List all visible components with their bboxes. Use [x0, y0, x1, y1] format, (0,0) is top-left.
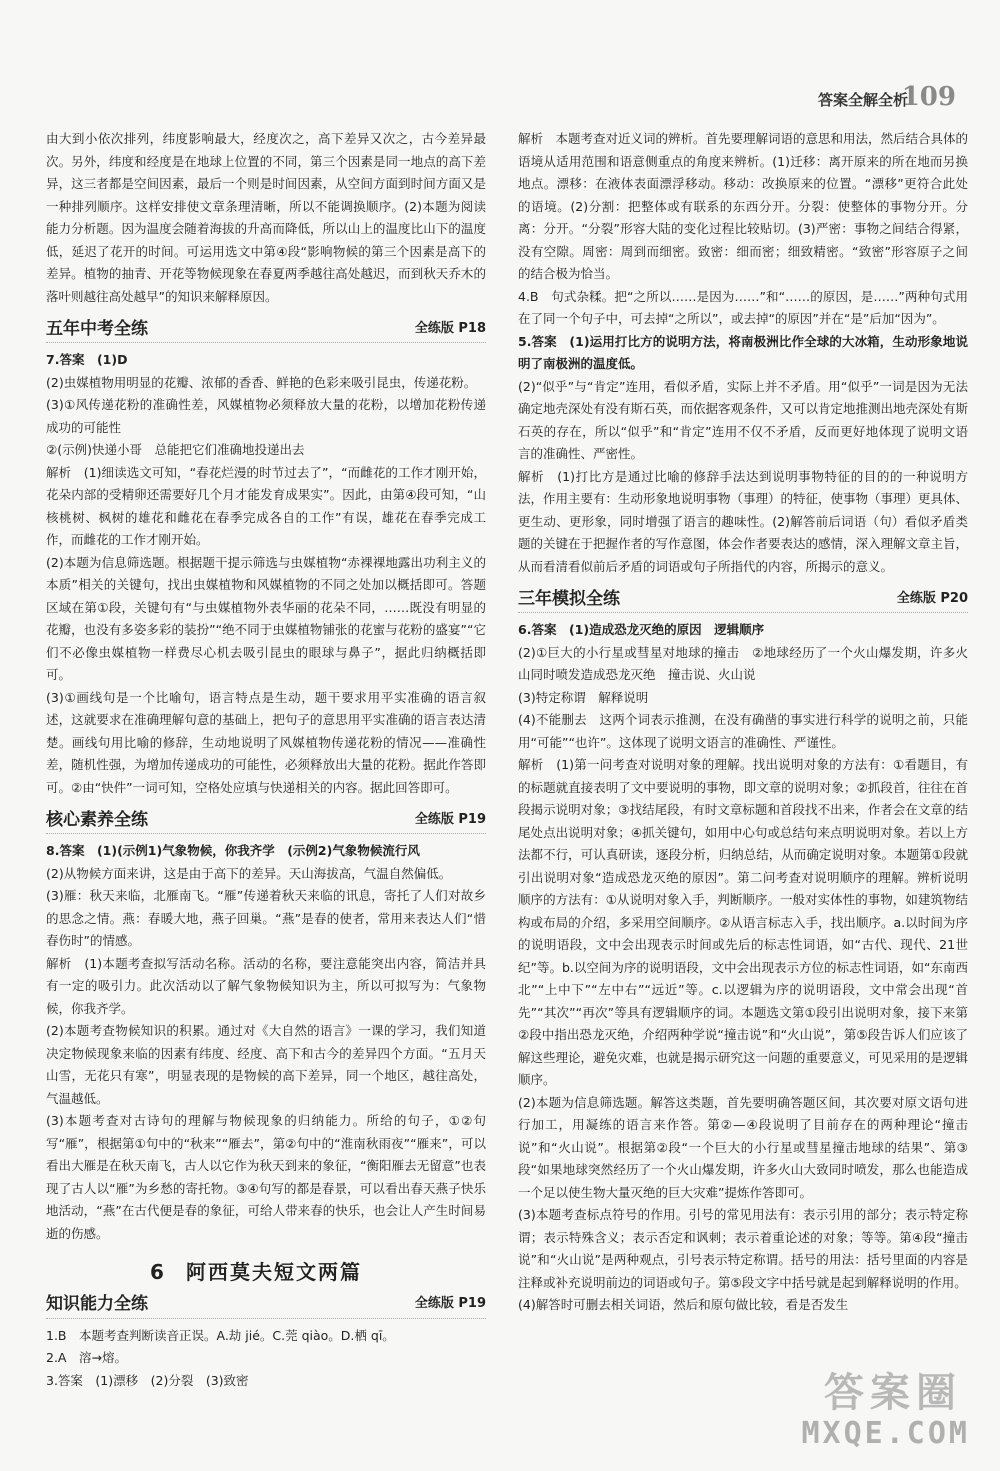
q6-answer: 6.答案 (1)造成恐龙灭绝的原因 逻辑顺序	[518, 622, 765, 637]
left-column	[46, 128, 486, 1392]
chapter-number: 6	[150, 1260, 166, 1284]
q3-answer: 3.答案 (1)漂移 (2)分裂 (3)致密	[46, 1372, 249, 1388]
intro-paragraph: 由大到小依次排列，纬度影响最大，经度次之，高下差异又次之，古今差异最次。另外，纬度和经度是在地球上位置的不同，第三个因素是同一地点的高下差异，这三者都是空间因素，最后一个则是时间因素，从空间方面到时间方面又是一种排列顺序。这样安排使文章条理清晰，所以不能调换顺序。(2)本题为阅读能力分析题。因为温度会随着海拔的升高而降低，所以山上的温度比山下的温度低，延迟了花开的时间。可运用选文中第④段“影响物候的第三个因素是高下的差异。植物的抽青、开花等物候现象在春夏两季越往高处越迟，而到秋天乔木的落叶则越往高处越早”的知识来解释原因。	[46, 131, 486, 304]
q8-analysis: 解析 (1)本题考查拟写活动名称。活动的名称，要注意能突出内容，简洁并具有一定的吸引力。此次活动以了解气象物候知识为主，所以可拟写为：气象物候，你我齐学。	[46, 955, 486, 1016]
section-header-sannian	[518, 586, 968, 613]
q7-answer: 7.答案 (1)D	[46, 352, 128, 367]
watermark-url: MXQE.COM	[801, 1416, 970, 1451]
q2-answer: 2.A 溶→熔。	[46, 1350, 127, 1365]
q7-analysis: (2)本题为信息筛选题。根据题干提示筛选与虫媒植物“赤裸裸地露出功利主义的本质”相关的关键句，找出虫媒植物和风媒植物的不同之处加以概括即可。答题区域在第①段，关键句有“与虫媒植物外表华丽的花朵不同，……既没有明显的花瓣，也没有多姿多彩的装扮”“绝不同于虫媒植物铺张的花蜜与花粉的盛宴”“它们不必像虫媒植物一样费尽心机去吸引昆虫的眼球与鼻子”，据此归纳概括即可。	[46, 554, 486, 682]
q1-answer: 1.B 本题考查判断读音正误。A.劫 jié。C.莞 qiào。D.栖 qī。	[46, 1327, 395, 1343]
section-ref: 全练版 P19	[409, 1293, 486, 1316]
q3-analysis: 解析 本题考查对近义词的辨析。首先要理解词语的意思和用法，然后结合具体的语境从适用范围和语意侧重点的角度来辨析。(1)迁移：离开原来的所在地而另换地点。漂移：在液体表面漂浮移动。移动：改换原来的位置。“漂移”更符合此处的语境。(2)分割：把整体或有联系的东西分开。分裂：使整体的事物分开。分离：分开。“分裂”形容大陆的变化过程比较贴切。(3)严密：事物之间结合得紧，没有空隙。周密：周到而细密。致密：细而密；细致精密。“致密”形容原子之间的结合极为恰当。	[518, 131, 969, 281]
header-title: 答案全解全析	[817, 91, 908, 109]
section-ref: 全练版 P19	[409, 809, 486, 832]
section-title: 五年中考全练	[46, 318, 154, 341]
q6-line: (3)特定称谓 解释说明	[518, 689, 649, 705]
section-ref: 全练版 P20	[891, 588, 968, 611]
section-ref: 全练版 P18	[409, 318, 486, 341]
q5-answer: 5.答案 (1)运用打比方的说明方法，将南极洲比作全球的大冰箱，生动形象地说明了南极洲的温度低。	[518, 333, 968, 371]
q6-line: (2)①巨大的小行星或彗星对地球的撞击 ②地球经历了一个火山爆发期，许多火山同时喷发造成恐龙灭绝 撞击说、火山说	[518, 644, 968, 682]
chapter-title: 阿西莫夫短文两篇	[185, 1260, 362, 1284]
q7-line: (3)①风传递花粉的准确性差，风媒植物必须释放大量的花粉，以增加花粉传递成功的可能性	[46, 397, 486, 435]
q5-line: (2)“似乎”与“肯定”连用，看似矛盾，实际上并不矛盾。用“似乎”一词是因为无法确定地壳深处有没有斯石英，而依据客观条件，又可以肯定地推测出地壳深处有斯石英的存在，所以“似乎”和“肯定”连用不仅不矛盾，反而更好地体现了说明文语言的准确性、严密性。	[518, 378, 969, 461]
q8-analysis: (3)本题考查对古诗句的理解与物候现象的归纳能力。所给的句子，①②句写“雁”，根据第①句中的“秋来”“雁去”，第②句中的“淮南秋雨夜”“雁来”，可以看出大雁是在秋天南飞，古人以它作为秋天到来的象征，“衡阳雁去无留意”也表现了古人以“雁”为乡愁的寄托物。③④句写的都是春景，可以看出春天燕子快乐地活动，“燕”在古代便是春的象征，可给人带来春的快乐，也会让人产生时间易逝的伤感。	[46, 1113, 486, 1241]
q7-line: ②(示例)快递小哥 总能把它们准确地投递出去	[46, 442, 305, 457]
section-title: 知识能力全练	[46, 1293, 154, 1316]
q6-analysis: 解析 (1)第一问考查对说明对象的理解。找出说明对象的方法有：①看题目，有的标题就直接表明了文中要说明的事物，即文章的说明对象；②抓段首，往往在首段揭示说明对象；③找结尾段，有时文章标题和首段找不出来，作者会在文章的结尾处点出说明对象；④抓关键句，如用中心句或总结句来点明说明对象。若以上方法都不行，可认真研读，逐段分析，归纳总结，从而确定说明对象。本题第①段就引出说明对象“造成恐龙灭绝的原因”。第二问考查对说明顺序的理解。辨析说明顺序的方法有：①从说明对象入手，判断顺序。一般对实体性的事物，如建筑物结构或布局的介绍，多采用空间顺序。②从语言标志入手，找出顺序。a.以时间为序的说明语段，文中会出现表示时间或先后的标志性词语，如“古代、现代、21世纪”等。b.以空间为序的说明语段，文中会出现表示方位的标志性词语，如“东南西北”“上中下”“左中右”“远近”等。c.以逻辑为序的说明语段，文中常会出现“首先”“其次”“再次”等具有逻辑顺序的词。本题选文第①段引出说明对象，接下来第②段中指出恐龙灭绝，介绍两种学说“撞击说”和“火山说”，第⑤段告诉人们应该了解这些理论，避免灾难，也就是揭示研究这一问题的重要意义，可见采用的是逻辑顺序。	[518, 757, 969, 1087]
q7-analysis: 解析 (1)细读选文可知，“春花烂漫的时节过去了”，“而雌花的工作才刚开始，花朵内部的受精卵还需要好几个月才能发育成果实”。因此，由第④段可知，“山核桃树、枫树的雄花和雌花在春季完成各自的工作”有误，雄花在春季完成工作，而雌花的工作才刚开始。	[46, 464, 486, 547]
q8-answer: 8.答案 (1)(示例1)气象物候，你我齐学 (示例2)气象物候流行风	[46, 843, 420, 858]
chapter-heading	[46, 1261, 486, 1284]
section-header-hexin	[46, 807, 486, 834]
q8-line: (3)雁：秋天来临，北雁南飞。“雁”传递着秋天来临的讯息，寄托了人们对故乡的思念之情。燕：春暖大地，燕子回巢。“燕”是春的使者，常用来表达人们“惜春伤时”的情感。	[46, 888, 486, 948]
q7-line: (2)虫媒植物用明显的花瓣、浓郁的香香、鲜艳的色彩来吸引昆虫，传递花粉。	[46, 374, 477, 390]
q8-line: (2)从物候方面来讲，这是由于高下的差异。天山海拔高，气温自然偏低。	[46, 865, 452, 881]
q6-analysis: (2)本题为信息筛选题。解答这类题，首先要明确答题区间，其次要对原文语句进行加工，用凝练的语言来作答。第②—④段说明了目前存在的两种理论“撞击说”和“火山说”。根据第②段“一个巨大的小行星或彗星撞击地球的结果”、第③段“如果地球突然经历了一个火山爆发期，许多火山大致同时喷发，那么也能造成一个足以使生物大量灭绝的巨大灾难”提炼作答即可。	[518, 1094, 968, 1200]
right-column	[518, 128, 968, 1317]
q6-analysis: (4)解答时可删去相关词语，然后和原句做比较，看是否发生	[518, 1297, 849, 1312]
section-title: 三年模拟全练	[518, 588, 626, 611]
q6-line: (4)不能删去 这两个词表示推测，在没有确凿的事实进行科学的说明之前，只能用“可能”“也许”。这体现了说明文语言的准确性、严谨性。	[518, 712, 968, 750]
section-header-wunian	[46, 316, 486, 343]
page-header	[0, 0, 1000, 112]
q7-analysis: (3)①画线句是一个比喻句，语言特点是生动，题干要求用平实准确的语言叙述，这就要求在准确理解句意的基础上，把句子的意思用平实准确的语言表达清楚。画线句用比喻的修辞，生动地说明了风媒植物传递花粉的情况——准确性差，随机性强，为增加传递成功的可能性，必须释放出大量的花粉。据此作答即可。②由“快件”一词可知，空格处应填与快递相关的内容。据此回答即可。	[46, 689, 486, 795]
section-header-zhishi	[46, 1292, 486, 1319]
q8-analysis: (2)本题考查物候知识的积累。通过对《大自然的语言》一课的学习，我们知道决定物候现象来临的因素有纬度、经度、高下和古今的差异四个方面。“五月天山雪，无花只有寒”，明显表现的是物候的高下差异，同一个地区，越往高处，气温越低。	[46, 1023, 486, 1106]
q5-analysis: 解析 (1)打比方是通过比喻的修辞手法达到说明事物特征的目的的一种说明方法，作用主要有：生动形象地说明事物（事理）的特征，使事物（事理）更具体、更生动、更形象，同时增强了语言的趣味性。(2)解答前后词语（句）看似矛盾类题的关键在于把握作者的写作意图，体会作者要表达的感情，深入理解文章主旨，从而看清看似前后矛盾的词语或句子所指代的内容，所揭示的意义。	[518, 468, 969, 574]
watermark-text: 答案圈	[824, 1370, 962, 1416]
watermark-logo	[780, 1361, 980, 1461]
section-title: 核心素养全练	[46, 809, 154, 832]
q4-answer: 4.B 句式杂糅。把“之所以……是因为……”和“……的原因，是……”两种句式用在了同一个句子中，可去掉“之所以”，或去掉“的原因”并在“是”后加“因为”。	[518, 288, 968, 326]
q6-analysis: (3)本题考查标点符号的作用。引号的常见用法有：表示引用的部分；表示特定称谓；表示特殊含义；表示否定和讽刺；表示着重论述的对象；等等。第④段“撞击说”和“火山说”是两种观点，引号表示特定称谓。括号的用法：括号里面的内容是注释或补充说明前边的词语或句子。第⑤段文字中括号就是起到解释说明的作用。	[518, 1207, 968, 1290]
page-number: 109	[901, 82, 956, 112]
